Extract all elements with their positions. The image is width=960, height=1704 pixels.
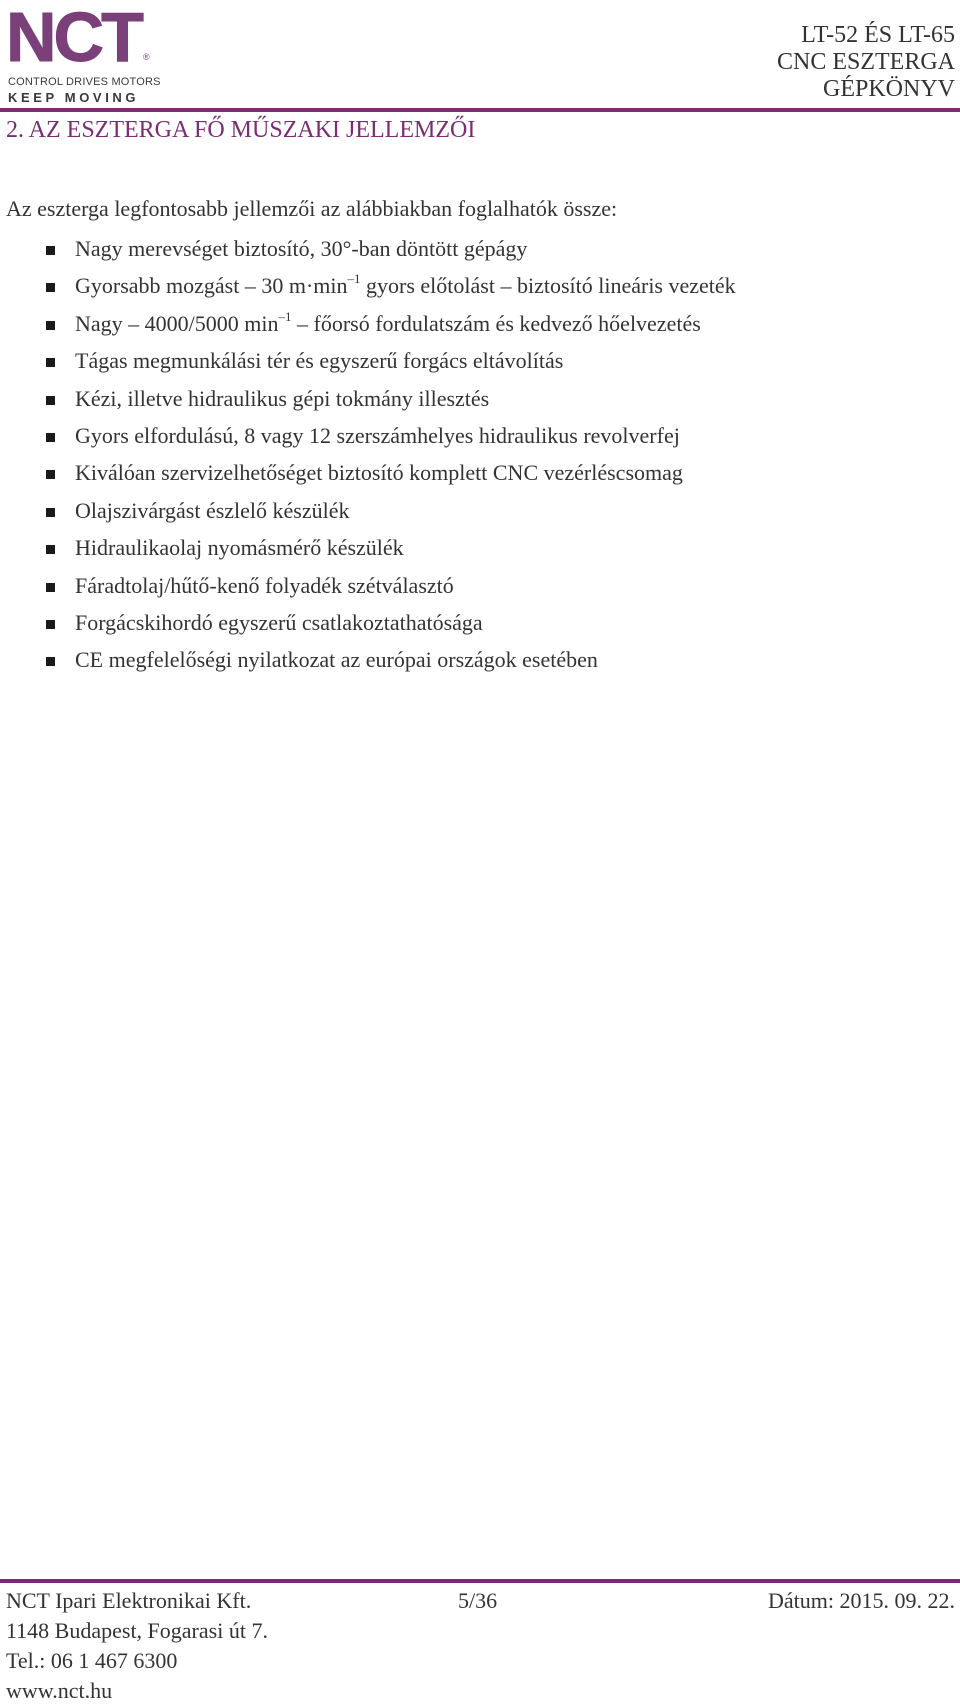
document-title-line: LT-52 ÉS LT-65	[801, 22, 955, 48]
list-item-text: Nagy merevséget biztosító, 30°-ban döntött gépágy	[75, 236, 528, 261]
square-bullet-icon	[46, 545, 55, 554]
square-bullet-icon	[46, 583, 55, 592]
footer-company: NCT Ipari Elektronikai Kft.	[6, 1588, 252, 1613]
logo-mark: NCT	[6, 0, 141, 76]
list-item-text: Olajszivárgást észlelő készülék	[75, 497, 350, 523]
list-item-text: Fáradtolaj/hűtő-kenő folyadék szétválasztó	[75, 572, 454, 598]
intro-paragraph: Az eszterga legfontosabb jellemzői az alábbiakban foglalhatók össze:	[6, 196, 618, 221]
footer-date: Dátum: 2015. 09. 22.	[768, 1588, 955, 1613]
list-item-text: Gyors elfordulású, 8 vagy 12 szerszámhelyes hidraulikus revolverfej	[75, 422, 680, 448]
superscript-exponent: –1	[347, 271, 361, 287]
square-bullet-icon	[46, 433, 55, 442]
list-item-text: Forgácskihordó egyszerű csatlakoztathatósága	[75, 609, 483, 635]
list-item-text: Nagy – 4000/5000 $\min^{-1}$ – főorsó fordulatszám és kedvező hőelvezetés	[75, 308, 701, 336]
nct-logo	[6, 0, 161, 105]
superscript-exponent: –1	[278, 308, 292, 324]
square-bullet-icon	[46, 283, 55, 292]
list-item-text: Kiválóan szervizelhetőséget biztosító komplett CNC vezérléscsomag	[75, 460, 683, 486]
page-header	[0, 0, 960, 112]
square-bullet-icon	[46, 508, 55, 517]
footer-address: 1148 Budapest, Fogarasi út 7.	[6, 1618, 268, 1643]
square-bullet-icon	[46, 470, 55, 479]
logo-tagline-bottom: KEEP MOVING	[8, 90, 140, 105]
square-bullet-icon	[46, 396, 55, 405]
list-item-text: Hidraulikaolaj nyomásmérő készülék	[75, 535, 404, 561]
list-item-text: Kézi, illetve hidraulikus gépi tokmány illesztés	[75, 385, 490, 411]
logo-registered-mark: ®	[143, 52, 150, 62]
document-title	[777, 22, 955, 103]
square-bullet-icon	[46, 620, 55, 629]
list-item-text: CE megfelelőségi nyilatkozat az európai országok esetében	[75, 647, 598, 673]
document-title-line: GÉPKÖNYV	[823, 76, 955, 102]
footer-phone: Tel.: 06 1 467 6300	[6, 1648, 178, 1673]
square-bullet-icon	[46, 657, 55, 666]
square-bullet-icon	[46, 358, 55, 367]
section-heading: 2. AZ ESZTERGA FŐ MŰSZAKI JELLEMZŐI	[6, 117, 476, 143]
list-item-text: Tágas megmunkálási tér és egyszerű forgács eltávolítás	[75, 348, 564, 374]
footer-website-link[interactable]: www.nct.hu	[6, 1678, 113, 1703]
page-number: 5/36	[458, 1588, 498, 1613]
footer-divider	[0, 1579, 960, 1583]
document-title-line: CNC ESZTERGA	[776, 49, 955, 75]
header-divider	[0, 108, 960, 112]
page-footer	[0, 1584, 960, 1703]
square-bullet-icon	[46, 246, 55, 255]
logo-tagline-top: CONTROL DRIVES MOTORS	[8, 76, 161, 88]
list-item-text: Gyorsabb mozgást – 30 $m\cdot\min^{-1}$ gyors előtolást – biztosító lineáris vezeték	[75, 271, 736, 299]
square-bullet-icon	[46, 321, 55, 330]
